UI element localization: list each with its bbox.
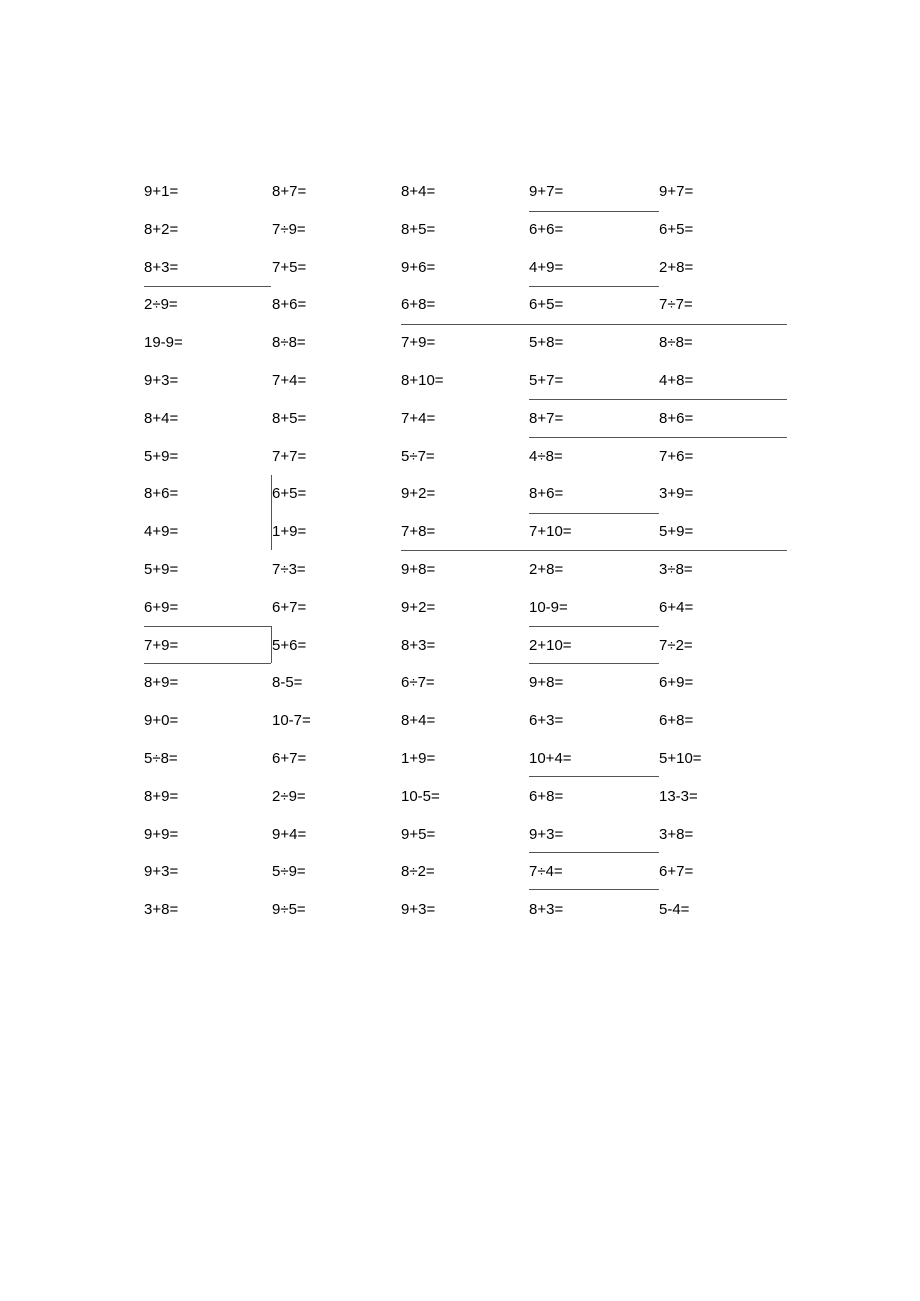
problem-cell: 8+9=: [144, 674, 179, 691]
table-rule: [529, 399, 787, 400]
problem-cell: 5+10=: [659, 750, 702, 767]
problem-cell: 6+5=: [529, 296, 564, 313]
problem-cell: 9+9=: [144, 826, 179, 843]
problem-cell: 2÷9=: [272, 788, 306, 805]
problem-cell: 7+7=: [272, 448, 307, 465]
problem-cell: 4+8=: [659, 372, 694, 389]
problem-cell: 7+5=: [272, 259, 307, 276]
problem-cell: 5÷8=: [144, 750, 178, 767]
problem-cell: 5+9=: [144, 561, 179, 578]
problem-cell: 9+8=: [529, 674, 564, 691]
problem-cell: 8-5=: [272, 674, 303, 691]
problem-cell: 3+9=: [659, 485, 694, 502]
problem-cell: 1+9=: [401, 750, 436, 767]
problem-cell: 5+7=: [529, 372, 564, 389]
problem-cell: 3+8=: [659, 826, 694, 843]
problem-cell: 6÷7=: [401, 674, 435, 691]
problem-cell: 8+6=: [659, 410, 694, 427]
problem-cell: 9+3=: [144, 372, 179, 389]
table-rule: [529, 889, 659, 890]
problem-cell: 7+6=: [659, 448, 694, 465]
problem-cell: 2+8=: [659, 259, 694, 276]
problem-cell: 7÷4=: [529, 863, 563, 880]
problem-cell: 9+3=: [144, 863, 179, 880]
problem-cell: 6+7=: [272, 750, 307, 767]
table-rule: [144, 663, 271, 664]
problem-cell: 4+9=: [529, 259, 564, 276]
problem-cell: 6+8=: [659, 712, 694, 729]
problem-cell: 8÷8=: [272, 334, 306, 351]
problem-cell: 5+9=: [659, 523, 694, 540]
table-rule: [271, 626, 272, 663]
table-rule: [529, 437, 787, 438]
problem-cell: 8÷2=: [401, 863, 435, 880]
problem-cell: 2+10=: [529, 637, 572, 654]
problem-cell: 9+3=: [529, 826, 564, 843]
problem-cell: 7+8=: [401, 523, 436, 540]
problem-cell: 9+7=: [529, 183, 564, 200]
problem-cell: 8+4=: [401, 712, 436, 729]
problem-cell: 5+9=: [144, 448, 179, 465]
problem-cell: 7+10=: [529, 523, 572, 540]
problem-cell: 7+4=: [272, 372, 307, 389]
table-rule: [401, 324, 787, 325]
problem-cell: 6+7=: [272, 599, 307, 616]
problem-cell: 8+4=: [144, 410, 179, 427]
problem-cell: 9+0=: [144, 712, 179, 729]
problem-cell: 8+6=: [272, 296, 307, 313]
table-rule: [529, 852, 659, 853]
problem-cell: 3+8=: [144, 901, 179, 918]
problem-cell: 7÷3=: [272, 561, 306, 578]
problem-cell: 9+2=: [401, 485, 436, 502]
problem-cell: 8+3=: [401, 637, 436, 654]
table-rule: [529, 211, 659, 212]
problem-cell: 13-3=: [659, 788, 698, 805]
problem-cell: 8+7=: [272, 183, 307, 200]
problem-cell: 7+9=: [144, 637, 179, 654]
problem-cell: 9+8=: [401, 561, 436, 578]
problem-cell: 7÷2=: [659, 637, 693, 654]
problem-cell: 6+3=: [529, 712, 564, 729]
problem-cell: 8÷8=: [659, 334, 693, 351]
problem-cell: 6+5=: [659, 221, 694, 238]
problem-cell: 8+4=: [401, 183, 436, 200]
problem-cell: 9+2=: [401, 599, 436, 616]
problem-cell: 19-9=: [144, 334, 183, 351]
problem-cell: 7÷9=: [272, 221, 306, 238]
problem-cell: 8+5=: [272, 410, 307, 427]
problem-cell: 9÷5=: [272, 901, 306, 918]
problem-cell: 1+9=: [272, 523, 307, 540]
problem-cell: 6+6=: [529, 221, 564, 238]
table-rule: [529, 513, 659, 514]
problem-cell: 10-5=: [401, 788, 440, 805]
problem-cell: 9+4=: [272, 826, 307, 843]
table-rule: [401, 550, 787, 551]
problem-cell: 9+5=: [401, 826, 436, 843]
table-rule: [144, 626, 271, 627]
problem-cell: 5-4=: [659, 901, 690, 918]
problem-cell: 4+9=: [144, 523, 179, 540]
problem-cell: 9+6=: [401, 259, 436, 276]
problem-cell: 8+5=: [401, 221, 436, 238]
problem-cell: 7+9=: [401, 334, 436, 351]
problem-cell: 6+9=: [144, 599, 179, 616]
problem-cell: 8+3=: [529, 901, 564, 918]
problem-cell: 9+3=: [401, 901, 436, 918]
problem-cell: 2÷9=: [144, 296, 178, 313]
table-rule: [271, 475, 272, 550]
problem-cell: 9+1=: [144, 183, 179, 200]
table-rule: [529, 776, 659, 777]
problem-cell: 6+5=: [272, 485, 307, 502]
table-rule: [529, 626, 659, 627]
problem-cell: 5+8=: [529, 334, 564, 351]
problem-cell: 8+9=: [144, 788, 179, 805]
problem-cell: 3÷8=: [659, 561, 693, 578]
problem-cell: 6+9=: [659, 674, 694, 691]
table-rule: [529, 286, 659, 287]
problem-cell: 5+6=: [272, 637, 307, 654]
table-rule: [529, 663, 659, 664]
problem-cell: 7÷7=: [659, 296, 693, 313]
problem-cell: 6+4=: [659, 599, 694, 616]
problem-cell: 6+7=: [659, 863, 694, 880]
table-rule: [144, 286, 271, 287]
problem-cell: 4÷8=: [529, 448, 563, 465]
problem-cell: 9+7=: [659, 183, 694, 200]
problem-cell: 8+3=: [144, 259, 179, 276]
problem-cell: 5÷7=: [401, 448, 435, 465]
problem-cell: 10-9=: [529, 599, 568, 616]
problem-cell: 10-7=: [272, 712, 311, 729]
problem-cell: 6+8=: [401, 296, 436, 313]
problem-cell: 6+8=: [529, 788, 564, 805]
problem-cell: 7+4=: [401, 410, 436, 427]
problem-cell: 8+7=: [529, 410, 564, 427]
problem-cell: 8+2=: [144, 221, 179, 238]
problem-cell: 10+4=: [529, 750, 572, 767]
problem-cell: 5÷9=: [272, 863, 306, 880]
problem-cell: 2+8=: [529, 561, 564, 578]
problem-cell: 8+6=: [529, 485, 564, 502]
problem-cell: 8+10=: [401, 372, 444, 389]
problem-cell: 8+6=: [144, 485, 179, 502]
